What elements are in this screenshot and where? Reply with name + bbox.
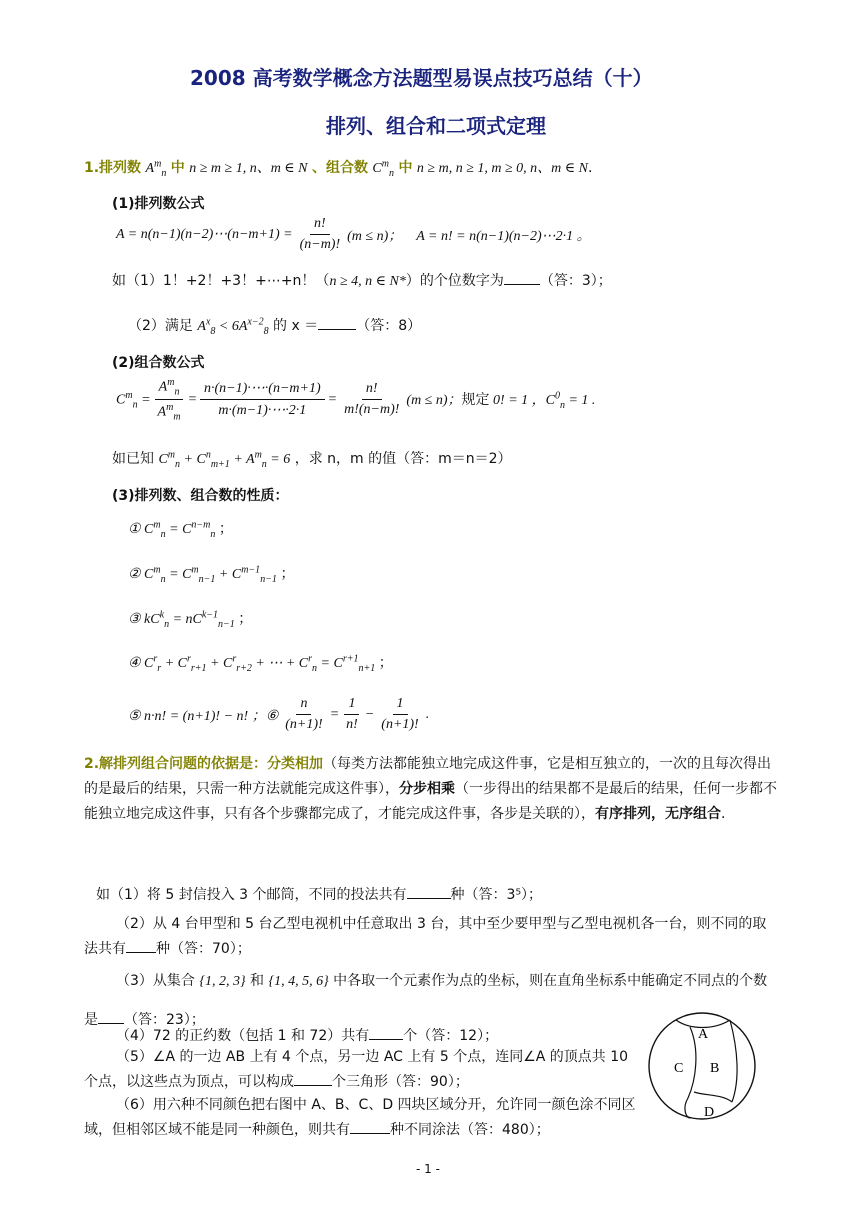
combination-formula: $C^m_n$ = $\frac{A^m_n}{A^m_m}$ = $\frac{n\cdot(n-1)\cdot\cdots\cdot(n-m+1)}{m\cdot(m-1)\cdot\cdots\cdot 2\cdot 1}$ = $\frac{n!}{m!(n-m)!}$ (m ≤ n)；规定 0! = 1 ，$C^0_n = 1$ . bbox=[116, 377, 596, 423]
question-6: （6）用六种不同颜色把右图中 A、B、C、D 四块区域分开，允许同一颜色涂不同区域，但相邻区域不能是同一种颜色，则共有 种不同涂法（答：480）； bbox=[84, 1097, 636, 1138]
answer-blank bbox=[294, 1071, 332, 1086]
region-diagram bbox=[646, 1010, 758, 1122]
page-subtitle: 排列、组合和二项式定理 bbox=[326, 114, 546, 138]
answer-blank bbox=[350, 1119, 390, 1134]
subheading-combination-formula: (2)组合数公式 bbox=[112, 355, 205, 371]
property-5-6: ⑤ n·n! = (n+1)! − n! ；⑥ $\frac{n}{(n+1)!}$ = $\frac{1}{n!}$ − $\frac{1}{(n+1)!}$ . bbox=[128, 696, 430, 732]
property-4: ④ $C^r_r + C^r_{r+1} + C^r_{r+2}$ + ⋯ + $C^r_n = C^{r+1}_{n+1}$ ； bbox=[128, 653, 393, 674]
question-3: （3）从集合 {1, 2, 3} 和 {1, 4, 5, 6} 中各取一个元素作为点的坐标，则在直角坐标系中能确定不同点的个数是 （答：23）； bbox=[84, 973, 768, 1028]
question-1: 如（1）将 5 封信投入 3 个邮筒，不同的投法共有 种（答：3⁵）； bbox=[96, 884, 542, 904]
subheading-properties: (3)排列数、组合数的性质： bbox=[112, 488, 289, 504]
answer-blank bbox=[504, 270, 540, 285]
example-1: 如（1）1！+2！+3！+⋯+n！（n ≥ 4, n ∈ N*）的个位数字为 （答：3）； bbox=[112, 270, 612, 290]
question-2: （2）从 4 台甲型和 5 台乙型电视机中任意取出 3 台，其中至少要甲型与乙型电视机各一台，则不同的取法共有 种（答：70）； bbox=[84, 916, 767, 957]
permutation-formula: A = n(n−1)(n−2)⋯(n−m+1) = $\frac{n!}{(n-m)!}$ (m ≤ n)； A = n! = n(n−1)(n−2)⋯2·1 。 bbox=[116, 216, 591, 252]
subheading-permutation-formula: (1)排列数公式 bbox=[112, 196, 205, 212]
region-label-c: C bbox=[674, 1061, 684, 1076]
property-3: ③ $kC^k_n = nC^{k-1}_{n-1}$ ； bbox=[128, 609, 253, 630]
section1-heading: 1.排列数 $A^m_n$ 中 n ≥ m ≥ 1, n、m ∈ N 、组合数 $C^m_n$ 中 n ≥ m, n ≥ 1, m ≥ 0, n、m ∈ N. bbox=[84, 158, 593, 179]
property-2: ② $C^m_n = C^m_{n-1} + C^{m-1}_{n-1}$ ； bbox=[128, 564, 295, 585]
answer-blank bbox=[98, 1009, 124, 1024]
question-4: （4）72 的正约数（包括 1 和 72）共有 个（答：12）； bbox=[116, 1025, 498, 1045]
property-1: ① $C^m_n = C^{n-m}_n$ ； bbox=[128, 519, 233, 540]
answer-blank bbox=[369, 1025, 403, 1040]
region-label-d: D bbox=[704, 1105, 715, 1120]
answer-blank bbox=[318, 315, 356, 330]
region-label-b: B bbox=[710, 1061, 720, 1076]
page-title: 2008 高考数学概念方法题型易误点技巧总结（十） bbox=[190, 66, 653, 90]
example-3: 如已知 $C^m_n + C^n_{m+1} + A^m_n = 6$ ，求 n，m 的值（答：m＝n＝2） bbox=[112, 449, 512, 470]
region-label-a: A bbox=[698, 1027, 709, 1042]
answer-blank bbox=[407, 884, 451, 899]
page-number: - 1 - bbox=[416, 1162, 440, 1176]
section2-paragraph: 2.解排列组合问题的依据是：分类相加（每类方法都能独立地完成这件事，它是相互独立的，一次的且每次得出的是最后的结果，只需一种方法就能完成这件事），分步相乘（一步得出的结果都不是最后的结果，任何一步都不能独立地完成这件事，只有各个步骤都完成了，才能完成这件事，各步是关联的），有序排列，无序组合. bbox=[84, 756, 777, 822]
question-5: （5）∠A 的一边 AB 上有 4 个点，另一边 AC 上有 5 个点，连同∠A 的顶点共 10 个点，以这些点为顶点，可以构成 个三角形（答：90）； bbox=[84, 1049, 629, 1090]
answer-blank bbox=[126, 938, 156, 953]
example-2: （2）满足 $A^x_8 < 6A^{x-2}_8$ 的 x ＝ （答：8） bbox=[128, 316, 422, 337]
